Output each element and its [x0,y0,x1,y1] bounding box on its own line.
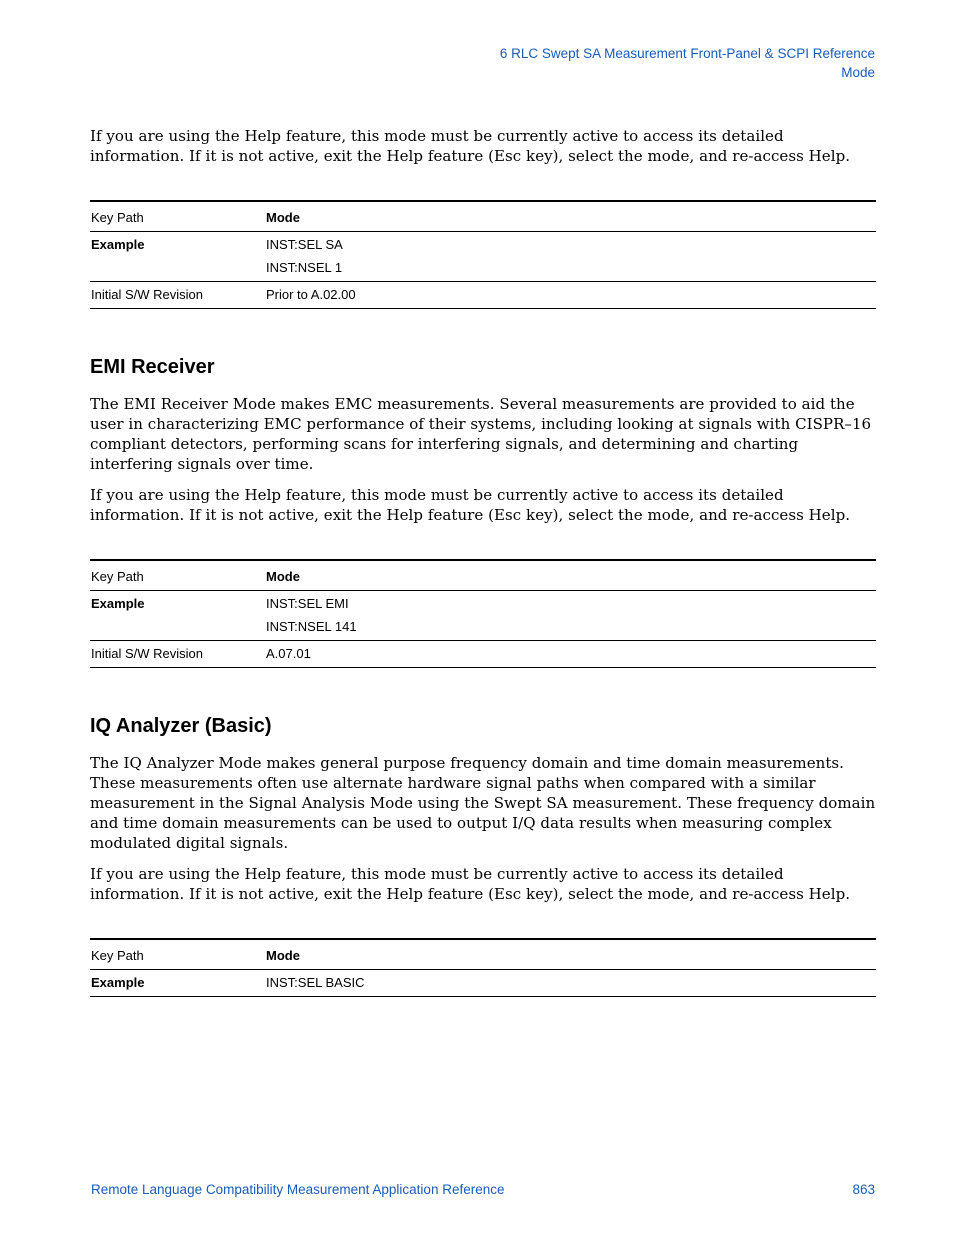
emi-help-paragraph: If you are using the Help feature, this mode must be currently active to access its detailed information. If it is not active, exit the Help feature (Esc key), select the mode, and re-access Help. [90,486,851,524]
row-value: INST:SEL BASIC [266,975,365,990]
row-key: Key Path [91,210,144,225]
footer-doc-title: Remote Language Compatibility Measurement Application Reference [91,1182,505,1197]
row-key: Initial S/W Revision [91,287,203,302]
section-title: Mode [841,65,875,80]
row-value: INST:SEL EMI [266,596,349,611]
iq-help-paragraph: If you are using the Help feature, this mode must be currently active to access its detailed information. If it is not active, exit the Help feature (Esc key), select the mode, and re-access Help. [90,865,851,903]
row-key: Example [91,975,145,990]
iq-description: The IQ Analyzer Mode makes general purpose frequency domain and time domain measurements. These measurements often use alternate hardware signal paths when compared with a similar measurement in the Signal Analysis Mode using the Swept SA measurement. These frequency domain and time domain measurements can be used to output I/Q data results when measuring complex modulated digital signals. [90,754,876,852]
row-value: INST:SEL SA [266,237,343,252]
row-value: Mode [266,948,300,963]
mode-table-sa [90,200,876,309]
running-header [275,44,875,82]
row-value: INST:NSEL 1 [266,260,343,275]
table-row [90,939,876,970]
row-value: INST:NSEL 141 [266,619,357,634]
table-row [90,201,876,232]
table-row [90,282,876,309]
row-value: Mode [266,210,300,225]
mode-table-iq [90,938,876,997]
row-key: Key Path [91,948,144,963]
iq-analyzer-heading: IQ Analyzer (Basic) [90,715,272,737]
footer-page-number: 863 [852,1182,875,1197]
table-row [90,591,876,641]
row-key: Initial S/W Revision [91,646,203,661]
emi-description: The EMI Receiver Mode makes EMC measurements. Several measurements are provided to aid the user in characterizing EMC performance of their systems, including looking at signals with CISPR–16 compliant detectors, performing scans for interfering signals, and determining and charting interfering signals over time. [90,395,872,473]
intro-help-paragraph: If you are using the Help feature, this mode must be currently active to access its detailed information. If it is not active, exit the Help feature (Esc key), select the mode, and re-access Help. [90,127,851,165]
row-value: Mode [266,569,300,584]
row-value: A.07.01 [266,646,311,661]
table-row [90,232,876,282]
mode-table-emi [90,559,876,668]
row-key: Key Path [91,569,144,584]
table-row [90,641,876,668]
table-row [90,970,876,997]
row-key: Example [91,596,145,611]
chapter-title: 6 RLC Swept SA Measurement Front-Panel & SCPI Reference [499,46,875,61]
emi-receiver-heading: EMI Receiver [90,356,215,378]
row-key: Example [91,237,145,252]
row-value: Prior to A.02.00 [266,287,356,302]
table-row [90,560,876,591]
